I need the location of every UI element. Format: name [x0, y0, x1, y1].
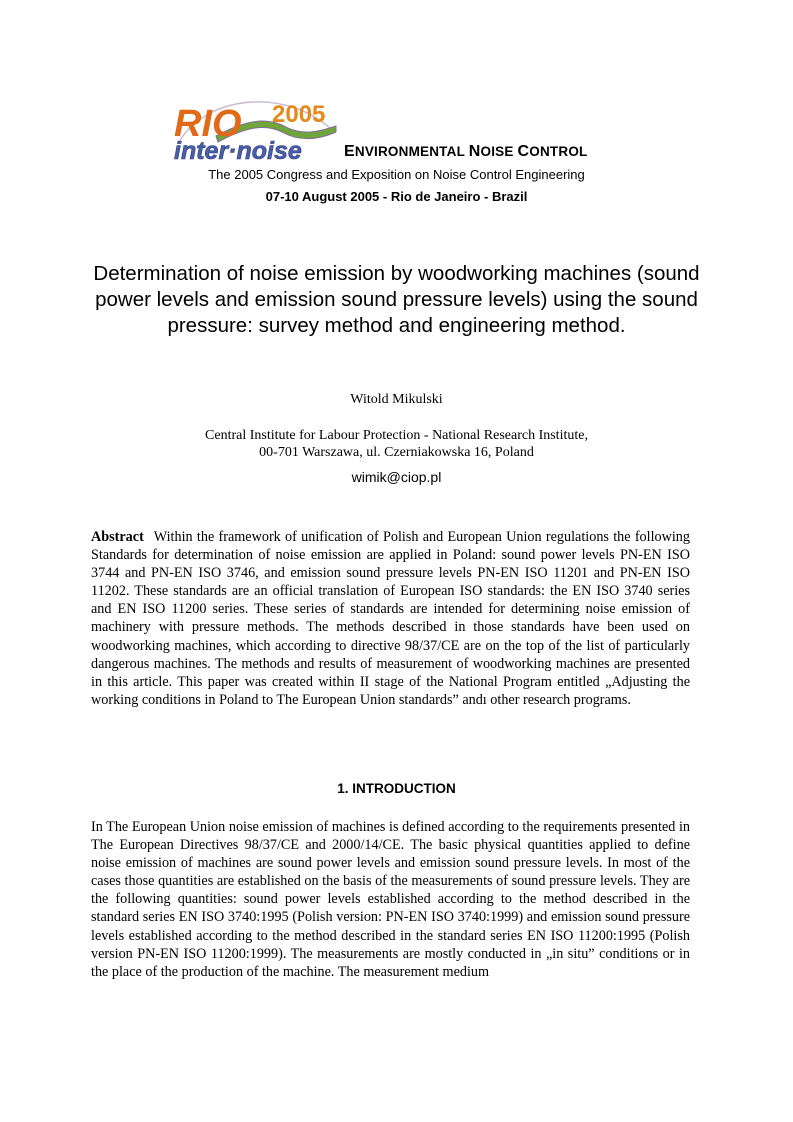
abstract-text: Within the framework of unification of Polish and European Union regulations the following Standards for determination of noise emission are applied in Poland: sound power levels PN-EN ISO 3744 and PN-EN ISO 3746, and emission sound pressure levels PN-EN ISO 11201 and PN-EN ISO 11202. These standards are an official translation of European ISO standards: the EN ISO 3740 series and EN ISO 11200 series. These series of standards are intended for determining noise emission of machinery with pressure methods. The methods described in those standards have been used on woodworking machines, which according to directive 98/37/CE are on the top of the list of particularly dangerous machines. The methods and results of measurement of woodworking machines are presented in this article. This paper was created within II stage of the National Program entitled „Adjusting the working conditions in Poland to The European Union standards” andı other research programs.: [91, 529, 690, 708]
abstract-label: Abstract: [91, 529, 144, 545]
internoise-2005-logo: [172, 96, 340, 162]
affiliation-line-2: 00-701 Warszawa, ul. Czerniakowska 16, Poland: [259, 445, 534, 460]
conference-subtitle: The 2005 Congress and Exposition on Noise Control Engineering: [208, 167, 585, 182]
author-email: wimik@ciop.pl: [351, 469, 442, 485]
author-name: Witold Mikulski: [350, 392, 443, 407]
conference-date-location: 07-10 August 2005 - Rio de Janeiro - Brazil: [265, 189, 528, 204]
affiliation-line-1: Central Institute for Labour Protection - National Research Institute,: [205, 428, 588, 443]
svg-text:inter·noise: inter·noise: [174, 137, 302, 162]
svg-text:RIO: RIO: [174, 103, 242, 145]
author-affiliation: [0, 427, 793, 461]
paper-title: Determination of noise emission by woodworking machines (sound power levels and emission sound pressure levels) using the sound pressure: survey method and engineering method.: [93, 262, 700, 337]
abstract-paragraph: [91, 528, 690, 709]
introduction-paragraph: In The European Union noise emission of machines is defined according to the requirements presented in The European Directives 98/37/CE and 2000/14/CE. The basic physical quantities applied to define noise emission of machines are sound power levels and emission sound pressure levels. In most of the cases those quantities are established on the basis of the measurements of sound pressure levels. They are the following quantities: sound power levels established according to the method described in the standard series EN ISO 3740:1995 (Polish version: PN-EN ISO 3740:1999) and emission sound pressure levels established according to the method described in the standard series EN ISO 11200:1995 (Polish version PN-EN ISO 11200:1999). The measurements are mostly conducted in „in situ” conditions or in the place of the production of the machine. The measurement medium: [91, 819, 690, 980]
rio-internoise-logo-graphic: [172, 96, 340, 162]
conference-title: ENVIRONMENTAL NOISE CONTROL: [344, 143, 588, 160]
introduction-heading: 1. INTRODUCTION: [337, 781, 456, 796]
svg-text:2005: 2005: [272, 101, 326, 128]
